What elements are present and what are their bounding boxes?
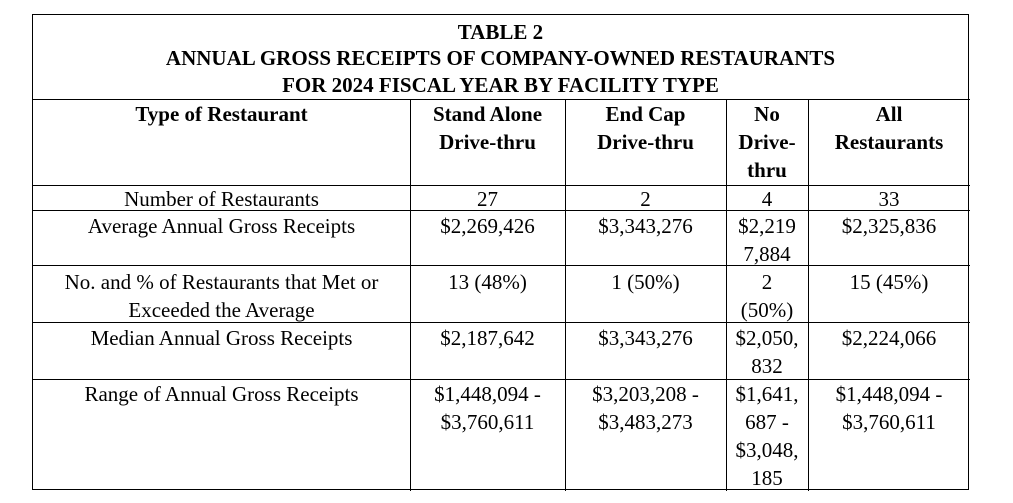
cell-r5-no-drive-line: 185 (751, 466, 783, 490)
cell-r1-all-line: 33 (878, 187, 900, 211)
cell-r3-label-line: No. and % of Restaurants that Met or (64, 270, 379, 294)
cell-r3-no-drive (726, 268, 808, 324)
cell-r3-stand-alone-line: 13 (48%) (448, 270, 527, 294)
cell-r5-stand-alone (410, 380, 565, 436)
cell-r5-no-drive-line: $3,048, (735, 438, 799, 462)
header-end-cap (565, 100, 726, 156)
cell-r3-end-cap (565, 268, 726, 296)
cell-r4-label (33, 324, 410, 352)
cell-r4-end-cap (565, 324, 726, 352)
cell-r1-stand-alone-line: 27 (477, 187, 498, 211)
cell-r1-label-line: Number of Restaurants (124, 187, 319, 211)
cell-r1-end-cap-line: 2 (640, 187, 651, 211)
cell-r5-stand-alone-line: $1,448,094 - (434, 382, 541, 406)
cell-r2-no-drive-line: $2,219 (738, 214, 796, 238)
cell-r3-label-line: Exceeded the Average (128, 298, 315, 322)
header-all-line: Restaurants (834, 130, 944, 154)
header-stand-alone-line: Stand Alone (432, 102, 543, 126)
cell-r5-stand-alone-line: $3,760,611 (440, 410, 535, 434)
cell-r1-end-cap (565, 185, 726, 213)
header-all-line: All (875, 102, 903, 126)
cell-r5-no-drive-line: $1,641, (735, 382, 799, 406)
cell-r3-no-drive-line: 2 (761, 270, 773, 294)
table-title-line-1: ANNUAL GROSS RECEIPTS OF COMPANY-OWNED RESTAURANTS (165, 46, 836, 70)
cell-r4-stand-alone (410, 324, 565, 352)
header-no-drive (726, 100, 808, 184)
table-title-line-2: FOR 2024 FISCAL YEAR BY FACILITY TYPE (282, 73, 719, 97)
cell-r2-all (808, 212, 970, 240)
cell-r2-end-cap (565, 212, 726, 240)
cell-r1-label (33, 185, 410, 213)
cell-r3-all-line: 15 (45%) (849, 270, 929, 294)
header-type (33, 100, 410, 128)
cell-r5-no-drive (726, 380, 808, 492)
cell-r2-no-drive (726, 212, 808, 268)
header-all (808, 100, 970, 156)
table-rule (33, 265, 970, 266)
cell-r3-stand-alone (410, 268, 565, 296)
cell-r1-no-drive (726, 185, 808, 213)
cell-r2-end-cap-line: $3,343,276 (598, 214, 693, 238)
cell-r3-label (33, 268, 410, 324)
cell-r1-stand-alone (410, 185, 565, 213)
cell-r1-no-drive-line: 4 (761, 187, 773, 211)
cell-r4-stand-alone-line: $2,187,642 (440, 326, 535, 350)
cell-r3-no-drive-line: (50%) (740, 298, 794, 322)
cell-r4-all (808, 324, 970, 352)
cell-r2-label-line: Average Annual Gross Receipts (87, 214, 356, 238)
gross-receipts-table (32, 14, 969, 490)
header-end-cap-line: End Cap (605, 102, 686, 126)
cell-r5-all-line: $1,448,094 - (835, 382, 943, 406)
table-number: TABLE 2 (457, 20, 544, 44)
cell-r1-all (808, 185, 970, 213)
cell-r2-all-line: $2,325,836 (841, 214, 937, 238)
header-stand-alone-line: Drive-thru (439, 130, 536, 154)
cell-r5-all (808, 380, 970, 436)
header-no-drive-line: thru (747, 158, 787, 182)
cell-r5-all-line: $3,760,611 (842, 410, 936, 434)
cell-r2-stand-alone-line: $2,269,426 (440, 214, 535, 238)
cell-r4-all-line: $2,224,066 (841, 326, 937, 350)
header-no-drive-line: No (754, 102, 780, 126)
cell-r4-no-drive-line: 832 (751, 354, 783, 378)
cell-r3-all (808, 268, 970, 296)
cell-r5-end-cap-line: $3,203,208 - (592, 382, 699, 406)
header-type-line: Type of Restaurant (135, 102, 308, 126)
cell-r4-end-cap-line: $3,343,276 (598, 326, 693, 350)
cell-r4-label-line: Median Annual Gross Receipts (90, 326, 353, 350)
cell-r5-no-drive-line: 687 - (745, 410, 789, 434)
cell-r5-label (33, 380, 410, 408)
cell-r2-label (33, 212, 410, 240)
cell-r5-end-cap (565, 380, 726, 436)
cell-r4-no-drive-line: $2,050, (735, 326, 799, 350)
cell-r3-end-cap-line: 1 (50%) (611, 270, 680, 294)
cell-r4-no-drive (726, 324, 808, 380)
header-end-cap-line: Drive-thru (597, 130, 694, 154)
cell-r5-label-line: Range of Annual Gross Receipts (84, 382, 359, 406)
cell-r2-no-drive-line: 7,884 (743, 242, 791, 266)
cell-r5-end-cap-line: $3,483,273 (598, 410, 693, 434)
cell-r2-stand-alone (410, 212, 565, 240)
header-no-drive-line: Drive- (738, 130, 796, 154)
header-stand-alone (410, 100, 565, 156)
